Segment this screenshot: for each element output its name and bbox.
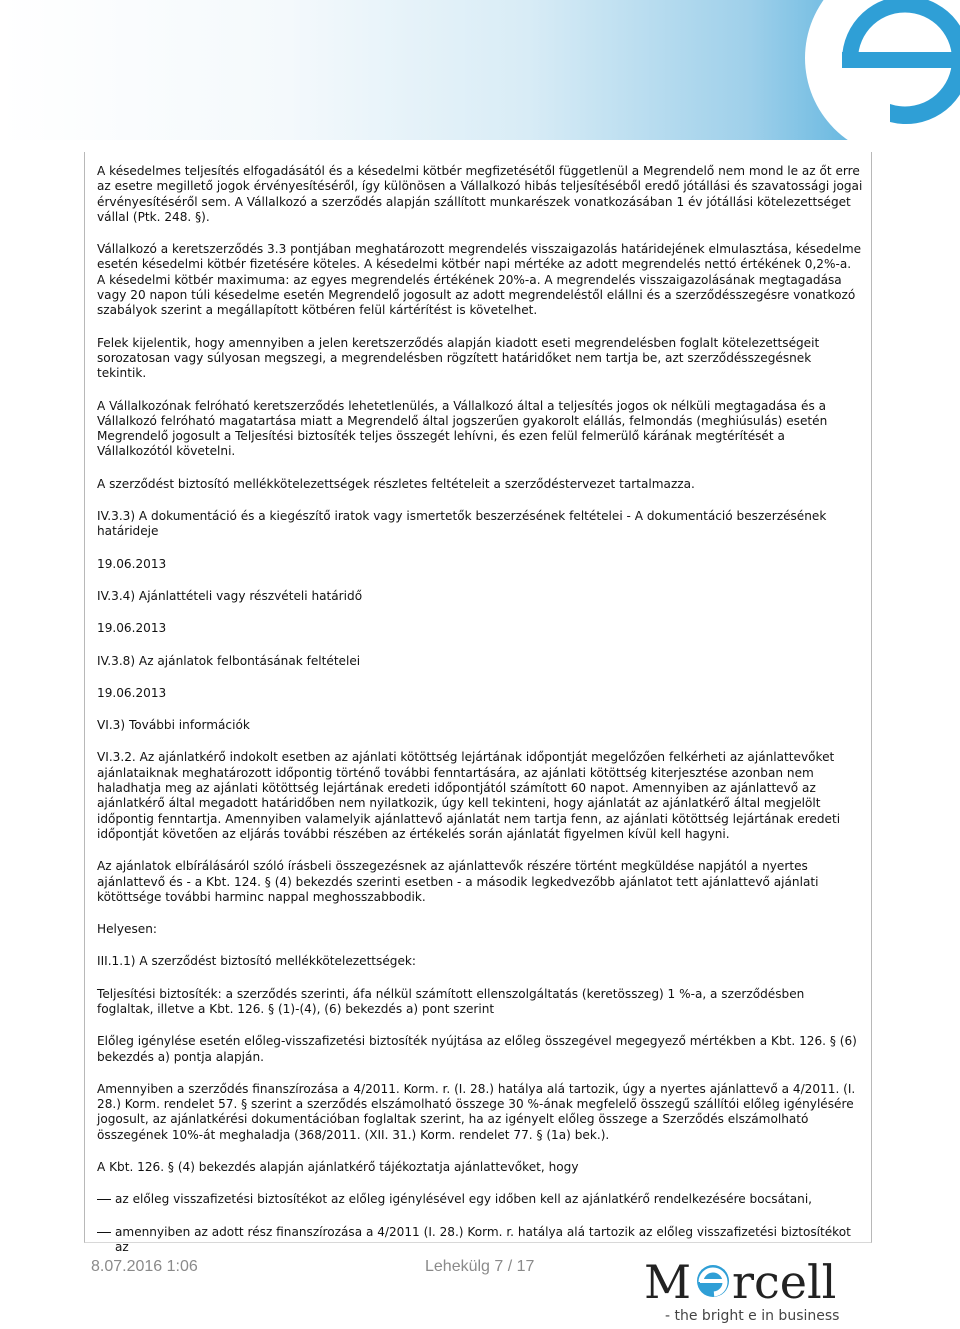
brand-letter-m: M — [644, 1255, 692, 1309]
dash-list-item — [97, 1225, 863, 1256]
paragraph: Vállalkozó a keretszerződés 3.3 pontjában meghatározott megrendelés visszaigazolás határidejének elmulasztása, késedelme esetén késedelmi kötbér fizetésére köteles. A késedelmi kötbér napi mértéke az adott megrendelés nettó értékének 0,2%-a. A késedelmi kötbér maximuma: az egyes megrendelés értékének 20%-a. A megrendelés visszaigazolásának megtagadása vagy 20 napon túli késedelme esetén Megrendelő jogosult az adott megrendeléstől elállni és a szerződésszegésre vonatkozó szabályok szerint a megállapított kötbéren felül kártérítést is követelhet. — [97, 242, 862, 318]
dash-bullet — [97, 1199, 111, 1200]
dash-item-text: amennyiben az adott rész finanszírozása a 4/2011 (I. 28.) Korm. r. hatálya alá tartozik az előleg visszafizetési biztosítékot az — [115, 1224, 851, 1254]
brand-letters-rcell: rcell — [732, 1255, 837, 1309]
header-banner — [0, 0, 960, 140]
paragraph: Amennyiben a szerződés finanszírozása a 4/2011. Korm. r. (I. 28.) hatálya alá tartozik, úgy a nyertes ajánlattevő a 4/2011. (I. 28.) Korm. rendelet 57. § szerint a szerződés elszámolható összege 30 %-ának megfelelő összegű szállítói előleg igénylésére jogosult, az ajánlatkérési dokumentációban foglaltak szerint, ha az igényelt előleg összege a Szerződés elszámolható összegének 10%-át meghaladja (368/2011. (XII. 31.) Korm. rendelet 77. § (1a) bek.). — [97, 1081, 856, 1142]
document-frame — [84, 152, 872, 1254]
footer-page-number: Lehekülg 7 / 17 — [425, 1258, 535, 1275]
date-value: 19.06.2013 — [97, 621, 167, 636]
paragraph: A szerződést biztosító mellékkötelezettségek részletes feltételeit a szerződéstervezet tartalmazza. — [97, 476, 695, 491]
paragraph: A Vállalkozónak felróható keretszerződés lehetetlenülés, a Vállalkozó által a teljesítés jogos ok nélküli megtagadása és a Vállalkozó felróható magatartása miatt a Megrendelő által jogszerűen gyakorolt elállás, felmondás (meghiúsulás) esetén Megrendelő jogosult a Teljesítési biztosíték teljes összegét lehívni, és ezen felül felmerülő kárának megtérítését a Vállalkozótól követelni. — [97, 398, 828, 459]
section-heading: IV.3.3) A dokumentáció és a kiegészítő iratok vagy ismertetők beszerzésének feltételei - A dokumentáció beszerzésének határideje — [97, 509, 827, 539]
paragraph: Helyesen: — [97, 922, 157, 937]
marcell-e-logo-icon — [0, 0, 960, 140]
footer-date: 8.07.2016 1:06 — [91, 1258, 198, 1275]
paragraph: Előleg igénylése esetén előleg-visszafizetési biztosíték nyújtása az előleg összegével megegyező mértékben a Kbt. 126. § (6) bekezdés a) pontja alapján. — [97, 1034, 857, 1064]
dash-item-text: az előleg visszafizetési biztosítékot az előleg igénylésével egy időben kell az ajánlatkérő rendelkezésére bocsátani, — [115, 1192, 813, 1207]
paragraph: Az ajánlatok elbírálásáról szóló írásbeli összegezésnek az ajánlattevők részére történt megküldése napjától a nyertes ajánlattevő és - a Kbt. 124. § (4) bekezdés szerinti esetben - a második legkedvezőbb ajánlatot tett ajánlattevő ajánlati kötöttsége további harminc nappal meghosszabbodik. — [97, 859, 819, 904]
section-heading: IV.3.8) Az ajánlatok felbontásának feltételei — [97, 653, 361, 668]
date-value: 19.06.2013 — [97, 685, 167, 700]
section-heading: IV.3.4) Ajánlattételi vagy részvételi határidő — [97, 588, 363, 603]
paragraph: A késedelmes teljesítés elfogadásától és a késedelmi kötbér megfizetésétől függetlenül a Megrendelő nem mond le az őt erre az esetre megillető jogok érvényesítéséről, így különösen a Vállalkozó hibás teljesítéséből eredő jótállási és szavatossági jogai érvényesítéséről sem. A Vállalkozó a szerződés alapján szállított munkarészek vonatkozásában 1 év jótállási kötelezettséget vállal (Ptk. 248. §). — [97, 164, 863, 224]
paragraph: VI.3.2. Az ajánlatkérő indokolt esetben az ajánlati kötöttség lejártának időpontját megelőzően felkérheti az ajánlattevőket ajánlataiknak meghatározott időpontig történő további fenntartására, az ajánlati kötöttség kiterjesztése azonban nem haladhatja meg az ajánlati kötöttség lejártának eredeti időpontjától számított 60 napot. Amennyiben az ajánlattevő az ajánlatkérő által megadott határidőben nem nyilatkozik, úgy kell tekinteni, hogy ajánlatát az ajánlatkérő által megjelölt időpontig fenntartja. Amennyiben valamelyik ajánlattevő ajánlatát nem tartja fenn, az ajánlati kötöttség lejártának eredeti időpontját követően az eljárás további részében az értékelés során ajánlatát figyelmen kívül kell hagyni. — [97, 750, 841, 841]
brand-tagline: - the bright e in business — [665, 1308, 840, 1324]
section-heading: III.1.1) A szerződést biztosító mellékkötelezettségek: — [97, 954, 416, 969]
paragraph: Teljesítési biztosíték: a szerződés szerinti, áfa nélkül számított ellenszolgáltatás (keretösszeg) 1 %-a, a szerződésben foglaltak, illetve a Kbt. 126. § (1)-(4), (6) bekezdés a) pont szerint — [97, 986, 805, 1016]
dash-bullet — [97, 1232, 111, 1233]
date-value: 19.06.2013 — [97, 556, 167, 571]
paragraph: A Kbt. 126. § (4) bekezdés alapján ajánlatkérő tájékoztatja ajánlattevőket, hogy — [97, 1160, 579, 1175]
paragraph: Felek kijelentik, hogy amennyiben a jelen keretszerződés alapján kiadott eseti megrendelésben foglalt kötelezettségeit sorozatosan vagy súlyosan megszegi, a megrendelésben rögzített határidőket nem tartja be, azt szerződésszegésnek tekintik. — [97, 335, 820, 381]
dash-list-item — [97, 1192, 863, 1207]
document-body — [97, 164, 863, 1272]
section-heading: VI.3) További információk — [97, 718, 250, 733]
